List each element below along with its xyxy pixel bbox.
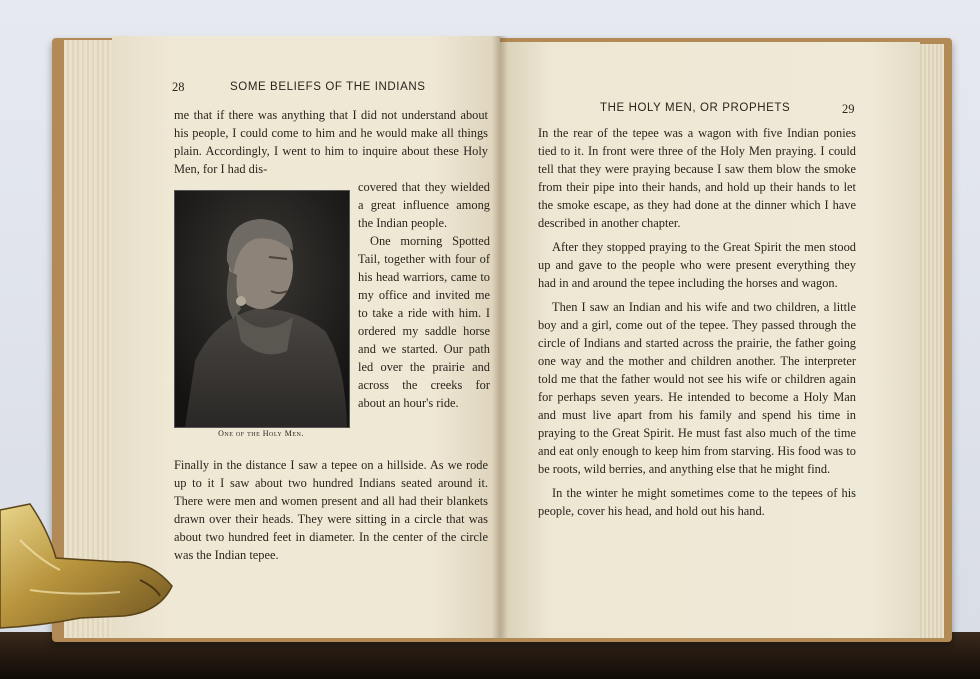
left-text-bottom [174, 456, 488, 564]
right-page-edges [918, 44, 944, 638]
left-running-head: SOME BELIEFS OF THE INDIANS [230, 81, 426, 93]
right-page-number: 29 [842, 102, 855, 116]
right-text [538, 124, 856, 520]
book-gutter [492, 36, 508, 638]
right-paragraph-4: In the winter he might sometimes come to the tepees of his people, cover his head, and hold out his hand. [538, 486, 856, 518]
brass-book-weight-icon [0, 500, 180, 630]
portrait-image [175, 191, 349, 427]
right-page [500, 42, 920, 638]
left-page-number: 28 [172, 80, 185, 94]
left-wrap-text [358, 178, 490, 412]
right-paragraph-1: In the rear of the tepee was a wagon with five Indian ponies tied to it. In front were three of the Holy Men praying. I could tell that they were praying because I saw them blow the smoke from their pipe into their hands, and hold up their hands to let the smoke escape, as they had done at the dinner which I have described in another chapter. [538, 126, 856, 230]
photo-caption: One of the Holy Men. [218, 429, 304, 438]
left-text-top [174, 106, 488, 178]
left-wrap-paragraph-1: covered that they wielded a great influence among the Indian people. [358, 180, 490, 230]
left-paragraph-bottom: Finally in the distance I saw a tepee on a hillside. As we rode up to it I saw about two hundred Indians seated around it. There were men and women present and all had their blankets drawn over their heads. They were sitting in a circle that was about two hundred feet in diameter. In the center of the circle was the Indian tepee. [174, 458, 488, 562]
left-wrap-paragraph-2: One morning Spotted Tail, together with four of his head warriors, came to my office and invited me to take a ride with him. I ordered my saddle horse and we started. Our path led over the prairie and across the creeks for about an hour's ride. [358, 234, 490, 410]
right-paragraph-3: Then I saw an Indian and his wife and two children, a little boy and a girl, come out of the tepee. They passed through the circle of Indians and started across the prairie, the father going one way and the mother and children another. The interpreter told me that the father would not see his wife or children again for perhaps seven years. He intended to become a Holy Man and must live apart from his family and spend his time in praying to the Great Spirit. He must fast also much of the time and eat only enough to keep him from starving. His food was to be roots, wild berries, and anything else that he might find. [538, 300, 856, 476]
right-running-head: THE HOLY MEN, OR PROPHETS [600, 102, 791, 114]
right-paragraph-2: After they stopped praying to the Great Spirit the men stood up and gave to the people who were present everything they had in and around the tepee including the horses and wagon. [538, 240, 856, 290]
left-paragraph-top: me that if there was anything that I did not understand about his people, I could come to him and he would make all things plain. Accordingly, I went to him to inquire about these Holy Men, for I had dis- [174, 108, 488, 176]
holy-man-photo [174, 190, 350, 428]
